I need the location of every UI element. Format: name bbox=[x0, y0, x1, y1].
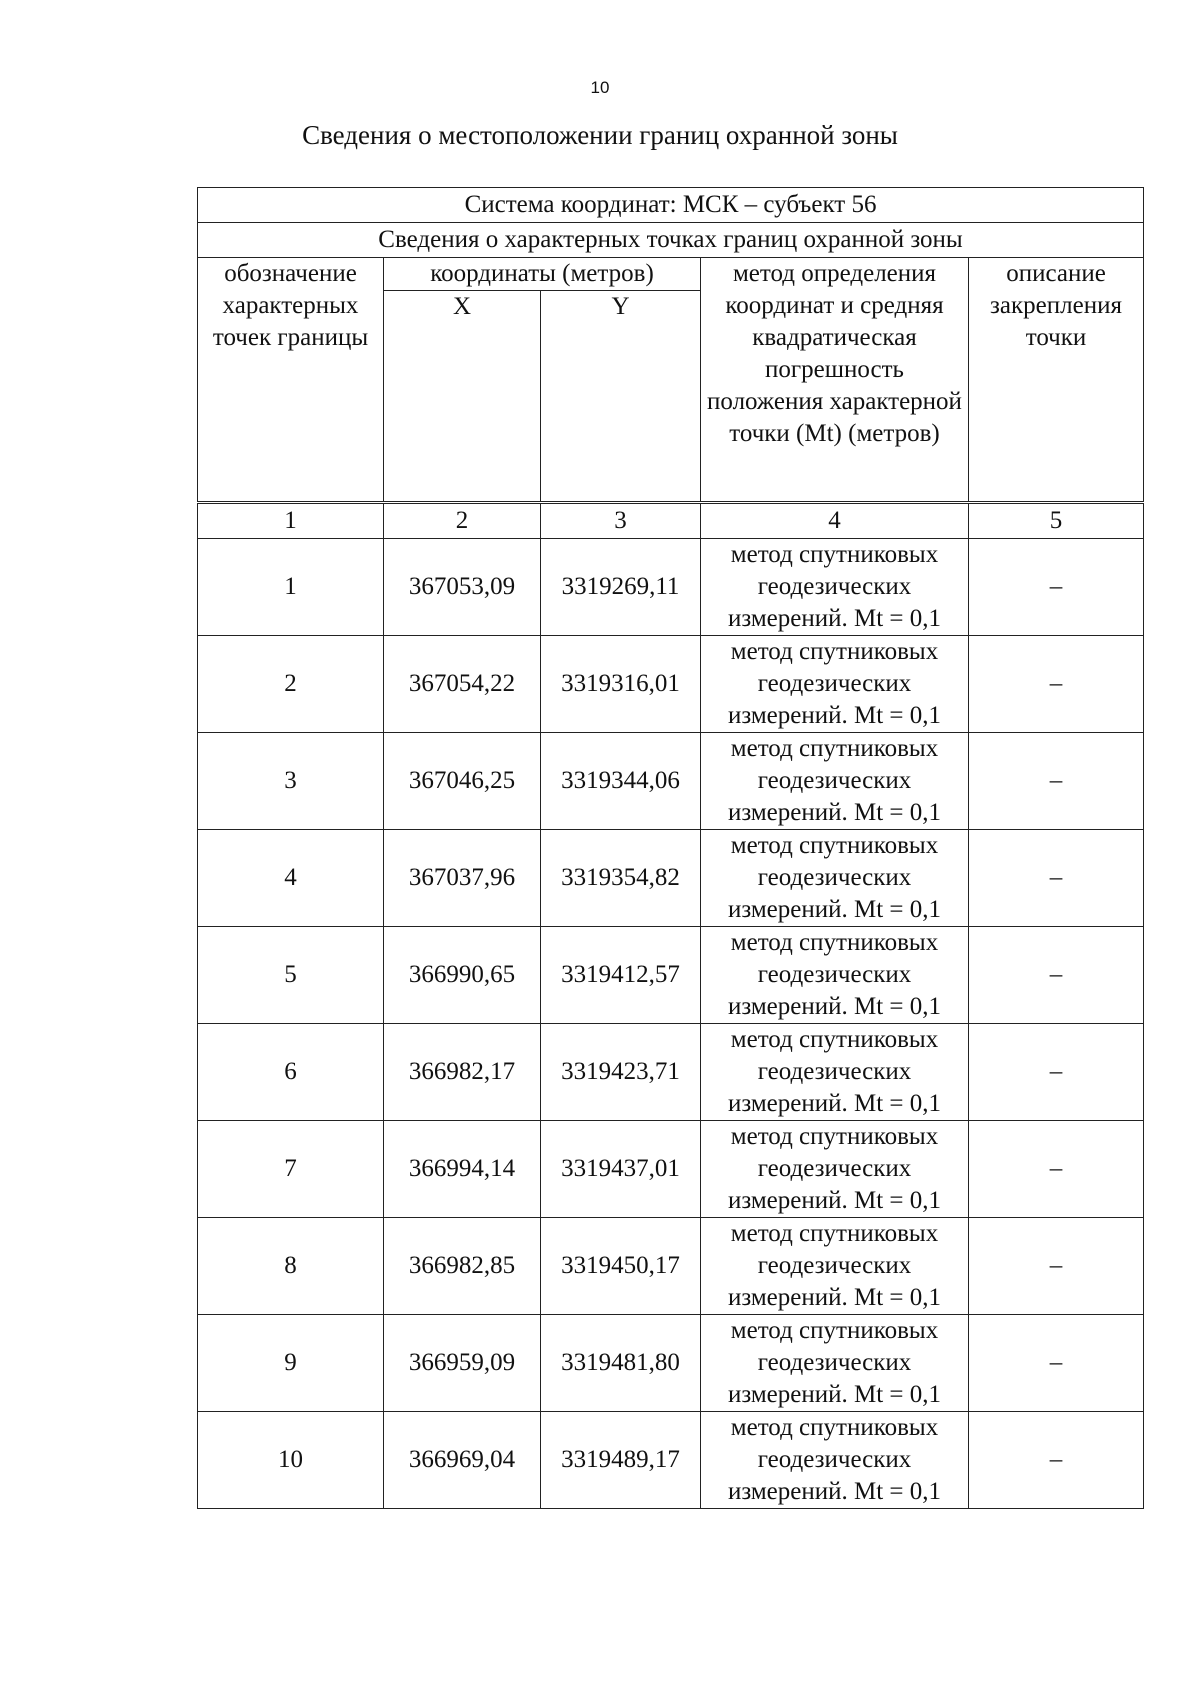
y-coordinate: 3319269,11 bbox=[541, 539, 701, 636]
x-coordinate: 366959,09 bbox=[384, 1315, 541, 1412]
column-number-row bbox=[198, 503, 1144, 539]
header-description: описание закрепления точки bbox=[969, 258, 1144, 503]
method-text: метод спутниковых геодезических измерений. Mt = 0,1 bbox=[701, 1024, 969, 1121]
column-number: 2 bbox=[384, 503, 541, 539]
y-coordinate: 3319450,17 bbox=[541, 1218, 701, 1315]
table-row bbox=[198, 1412, 1144, 1509]
x-coordinate: 366994,14 bbox=[384, 1121, 541, 1218]
table-row bbox=[198, 927, 1144, 1024]
x-coordinate: 367053,09 bbox=[384, 539, 541, 636]
fixing-description: – bbox=[969, 1024, 1144, 1121]
header-y: Y bbox=[541, 291, 701, 503]
table-row bbox=[198, 830, 1144, 927]
x-coordinate: 366982,17 bbox=[384, 1024, 541, 1121]
fixing-description: – bbox=[969, 1121, 1144, 1218]
point-number: 7 bbox=[198, 1121, 384, 1218]
y-coordinate: 3319437,01 bbox=[541, 1121, 701, 1218]
fixing-description: – bbox=[969, 1218, 1144, 1315]
method-text: метод спутниковых геодезических измерений. Mt = 0,1 bbox=[701, 733, 969, 830]
x-coordinate: 366990,65 bbox=[384, 927, 541, 1024]
x-coordinate: 366969,04 bbox=[384, 1412, 541, 1509]
method-text: метод спутниковых геодезических измерений. Mt = 0,1 bbox=[701, 1218, 969, 1315]
point-number: 6 bbox=[198, 1024, 384, 1121]
table-row bbox=[198, 733, 1144, 830]
x-coordinate: 366982,85 bbox=[384, 1218, 541, 1315]
method-text: метод спутниковых геодезических измерений. Mt = 0,1 bbox=[701, 1412, 969, 1509]
fixing-description: – bbox=[969, 1412, 1144, 1509]
page-number: 10 bbox=[590, 78, 610, 97]
point-number: 4 bbox=[198, 830, 384, 927]
method-text: метод спутниковых геодезических измерений. Mt = 0,1 bbox=[701, 636, 969, 733]
method-text: метод спутниковых геодезических измерений. Mt = 0,1 bbox=[701, 1121, 969, 1218]
fixing-description: – bbox=[969, 830, 1144, 927]
method-text: метод спутниковых геодезических измерений. Mt = 0,1 bbox=[701, 927, 969, 1024]
point-number: 9 bbox=[198, 1315, 384, 1412]
method-text: метод спутниковых геодезических измерений. Mt = 0,1 bbox=[701, 1315, 969, 1412]
fixing-description: – bbox=[969, 636, 1144, 733]
method-text: метод спутниковых геодезических измерений. Mt = 0,1 bbox=[701, 539, 969, 636]
point-number: 8 bbox=[198, 1218, 384, 1315]
y-coordinate: 3319316,01 bbox=[541, 636, 701, 733]
header-method: метод определения координат и средняя квадратическая погрешность положения характерной точки (Mt) (метров) bbox=[701, 258, 969, 503]
document-title: Сведения о местоположении границ охранной зоны bbox=[302, 120, 898, 150]
header-point: обозначение характерных точек границы bbox=[198, 258, 384, 503]
column-number: 1 bbox=[198, 503, 384, 539]
column-number: 5 bbox=[969, 503, 1144, 539]
table-row bbox=[198, 539, 1144, 636]
y-coordinate: 3319423,71 bbox=[541, 1024, 701, 1121]
table-row bbox=[198, 1218, 1144, 1315]
fixing-description: – bbox=[969, 1315, 1144, 1412]
table-row bbox=[198, 1121, 1144, 1218]
boundary-points-table bbox=[197, 187, 1144, 1509]
method-text: метод спутниковых геодезических измерений. Mt = 0,1 bbox=[701, 830, 969, 927]
fixing-description: – bbox=[969, 927, 1144, 1024]
y-coordinate: 3319412,57 bbox=[541, 927, 701, 1024]
header-coords: координаты (метров) bbox=[384, 258, 701, 291]
points-info-cell: Сведения о характерных точках границ охранной зоны bbox=[198, 223, 1144, 258]
table-row bbox=[198, 1024, 1144, 1121]
column-number: 4 bbox=[701, 503, 969, 539]
x-coordinate: 367037,96 bbox=[384, 830, 541, 927]
point-number: 2 bbox=[198, 636, 384, 733]
point-number: 5 bbox=[198, 927, 384, 1024]
y-coordinate: 3319489,17 bbox=[541, 1412, 701, 1509]
y-coordinate: 3319481,80 bbox=[541, 1315, 701, 1412]
x-coordinate: 367046,25 bbox=[384, 733, 541, 830]
y-coordinate: 3319344,06 bbox=[541, 733, 701, 830]
point-number: 3 bbox=[198, 733, 384, 830]
column-number: 3 bbox=[541, 503, 701, 539]
fixing-description: – bbox=[969, 539, 1144, 636]
table-row bbox=[198, 1315, 1144, 1412]
table-row bbox=[198, 636, 1144, 733]
header-x: X bbox=[384, 291, 541, 503]
point-number: 1 bbox=[198, 539, 384, 636]
y-coordinate: 3319354,82 bbox=[541, 830, 701, 927]
fixing-description: – bbox=[969, 733, 1144, 830]
coordinate-system-cell: Система координат: МСК – субъект 56 bbox=[198, 188, 1144, 223]
x-coordinate: 367054,22 bbox=[384, 636, 541, 733]
point-number: 10 bbox=[198, 1412, 384, 1509]
